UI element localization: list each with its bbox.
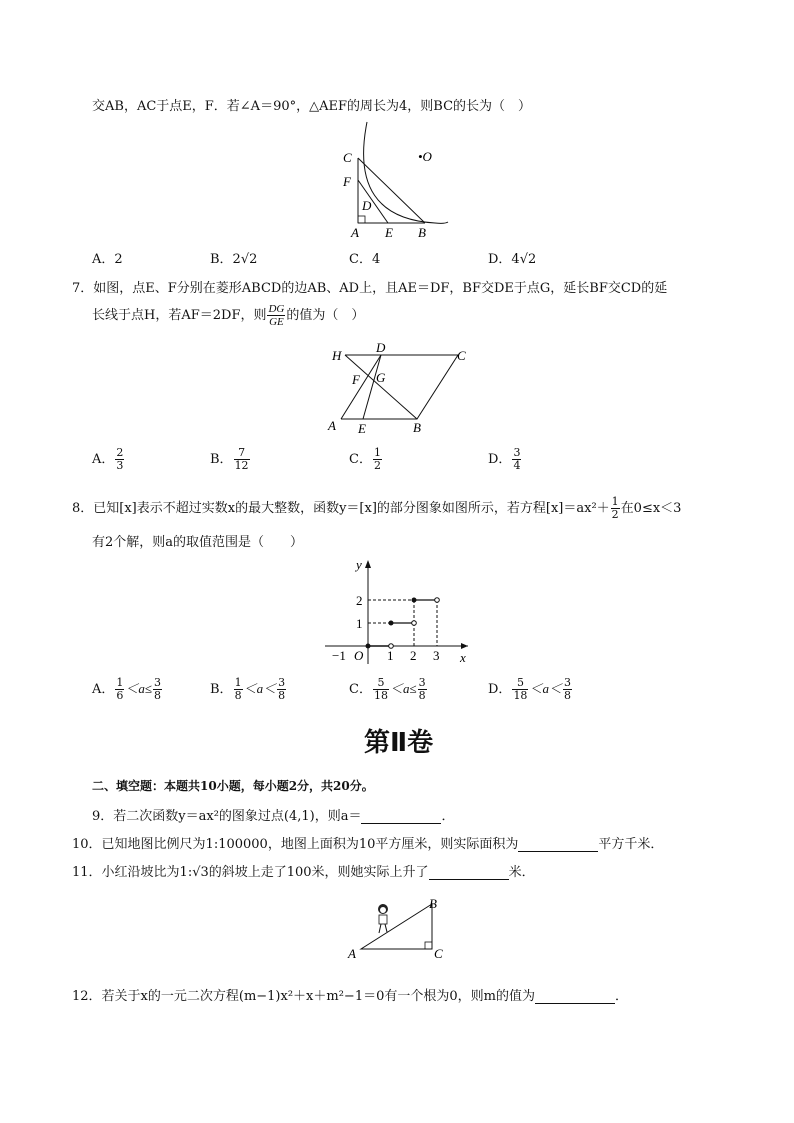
q8-tick-1: 1 bbox=[387, 648, 394, 663]
q8-ytick-2: 2 bbox=[356, 593, 363, 608]
q9-answer-blank[interactable] bbox=[361, 811, 441, 824]
q7-text-line2 bbox=[92, 303, 364, 328]
q8-graph bbox=[320, 556, 475, 668]
q6-label-c: C bbox=[343, 150, 352, 165]
q7-option-c: C． $\frac{1}{2}$ bbox=[349, 446, 381, 472]
q8-text-line1 bbox=[72, 496, 681, 521]
q7-option-d: D． $\frac{3}{4}$ bbox=[488, 446, 521, 472]
q8-axis-x: x bbox=[460, 650, 466, 665]
q12-end: ． bbox=[614, 989, 628, 1004]
q8-option-d: D． $\frac{5}{18}$ ＜a＜ $\frac{3}{8}$ bbox=[488, 676, 571, 702]
q10 bbox=[72, 833, 663, 852]
q8-option-b: B． $\frac{1}{8}$ ＜a＜ $\frac{3}{8}$ bbox=[210, 676, 286, 702]
q8-option-c: C． $\frac{5}{18}$ ＜a≤ $\frac{3}{8}$ bbox=[349, 676, 426, 702]
q12-answer-blank[interactable] bbox=[535, 991, 615, 1004]
q8-tick-2: 2 bbox=[410, 648, 417, 663]
q7-option-b: B． $\frac{7}{12}$ bbox=[210, 446, 249, 472]
q7-label-h: H bbox=[332, 348, 342, 363]
q6-figure bbox=[330, 118, 460, 243]
q6-label-a: A bbox=[351, 225, 359, 240]
q11-label-a: A bbox=[348, 946, 356, 961]
q6-option-b: B．2√2 bbox=[210, 252, 258, 267]
q7-label-g: G bbox=[376, 370, 386, 385]
q8-axis-y: y bbox=[356, 557, 362, 572]
q6-option-d: D．4√2 bbox=[488, 252, 537, 267]
part2-title: 第Ⅱ卷 bbox=[364, 728, 434, 758]
q11-label-c: C bbox=[434, 946, 443, 961]
q12 bbox=[72, 985, 628, 1004]
q6-option-c: C．4 bbox=[349, 252, 381, 267]
q8-text-line1b: 在0≤x＜3 bbox=[620, 501, 682, 516]
q12-text: 12．若关于x的一元二次方程(m−1)x²＋x＋m²−1＝0有一个根为0，则m的值为 bbox=[72, 989, 535, 1004]
q7-label-d: D bbox=[376, 342, 386, 355]
q7-label-b: B bbox=[413, 420, 421, 435]
q11-end: 米． bbox=[508, 865, 535, 880]
q6-label-e: E bbox=[385, 225, 393, 240]
q11 bbox=[72, 861, 535, 880]
q8-fraction: $\frac{1}{2}$ bbox=[611, 495, 619, 521]
q11-answer-blank[interactable] bbox=[429, 867, 509, 880]
q6-option-a: A．2 bbox=[92, 252, 123, 267]
q9-text: 9．若二次函数y＝ax²的图象过点(4,1)，则a＝ bbox=[92, 809, 362, 824]
q6-text: 交AB，AC于点E，F．若∠A＝90°，△AEF的周长为4，则BC的长为（ ） bbox=[92, 99, 532, 114]
girl-icon bbox=[378, 904, 388, 933]
q6-label-d: D bbox=[362, 198, 372, 213]
q8-option-a: A． $\frac{1}{6}$ ＜a≤ $\frac{3}{8}$ bbox=[92, 676, 162, 702]
q8-text-line2: 有2个解，则a的取值范围是（ ） bbox=[92, 535, 304, 550]
q7-label-c: C bbox=[457, 348, 466, 363]
q9-end: ． bbox=[441, 809, 455, 824]
q7-text-line2b: 的值为（ ） bbox=[286, 308, 365, 323]
q7-option-a: A． $\frac{2}{3}$ bbox=[92, 446, 124, 472]
q7-label-f: F bbox=[352, 372, 360, 387]
q8-tick-neg1: −1 bbox=[332, 648, 346, 663]
q6-label-o: •O bbox=[418, 149, 432, 164]
q7-text-line1: 7．如图，点E、F分别在菱形ABCD的边AB、AD上，且AE＝DF，BF交DE于点G，延长BF交CD的延 bbox=[72, 281, 668, 296]
q7-fraction: $\frac{DG}{GE}$ bbox=[268, 303, 285, 328]
q10-answer-blank[interactable] bbox=[518, 839, 598, 852]
q7-text-line2a: 长线于点H，若AF＝2DF，则 bbox=[92, 308, 267, 323]
q6-label-b: B bbox=[418, 225, 426, 240]
q10-text: 10．已知地图比例尺为1:100000，地图上面积为10平方厘米，则实际面积为 bbox=[72, 837, 519, 852]
q9 bbox=[92, 805, 455, 824]
q8-text-line1a: 8．已知[x]表示不超过实数x的最大整数，函数y＝[x]的部分图象如图所示，若方程[x]＝ax²＋ bbox=[72, 501, 610, 516]
q11-figure bbox=[345, 895, 450, 963]
q7-label-e: E bbox=[358, 421, 366, 436]
q11-label-b: B bbox=[429, 896, 437, 911]
q10-end: 平方千米． bbox=[598, 837, 664, 852]
q7-figure bbox=[325, 342, 475, 437]
q8-tick-3: 3 bbox=[433, 648, 440, 663]
q6-label-f: F bbox=[343, 174, 351, 189]
q11-text: 11．小红沿坡比为1:√3的斜坡上走了100米，则她实际上升了 bbox=[72, 865, 429, 880]
q7-label-a: A bbox=[328, 418, 336, 433]
q8-ytick-1: 1 bbox=[356, 616, 363, 631]
q8-origin: O bbox=[354, 648, 364, 663]
section2-heading: 二、填空题：本题共10小题，每小题2分，共20分。 bbox=[92, 779, 374, 793]
